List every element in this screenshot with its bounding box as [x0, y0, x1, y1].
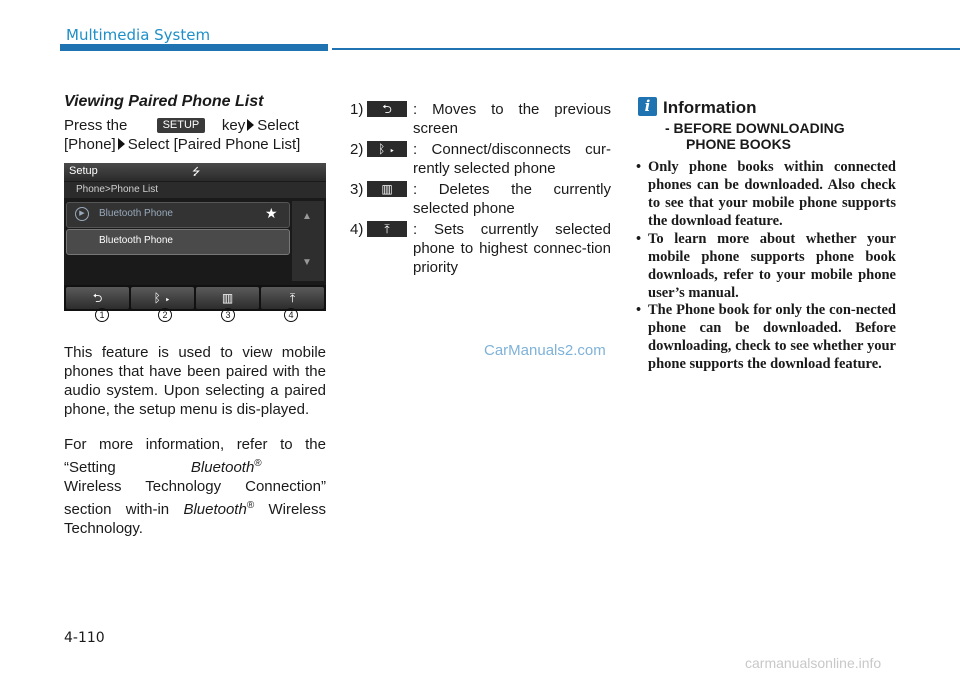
- delete-icon: ▥: [196, 287, 259, 309]
- more-info-text: For more information, refer to the “Setting Bluetooth® Wireless Technology Connection” section with-in Bluetooth® Wireless Technology.: [64, 436, 326, 537]
- paired-phone-row: ▶ Bluetooth Phone ★: [66, 202, 290, 228]
- list-item-number: 3): [350, 181, 364, 198]
- play-icon: ▶: [75, 207, 89, 221]
- header-title: Multimedia System: [66, 26, 211, 44]
- callout-1: 1: [95, 308, 109, 322]
- info-title: Information: [663, 98, 757, 117]
- back-icon: ⮌: [367, 101, 407, 117]
- info-bullet: • To learn more about whether your mobile phone supports phone book downloads, refer to your mobile phone user’s manual.: [636, 231, 896, 301]
- list-item-text: : Deletes the currently selected phone: [413, 181, 611, 217]
- bluetooth-connect-icon: ᛒ ▸: [131, 287, 194, 309]
- priority-icon: ⤒: [261, 287, 324, 309]
- paired-phone-row-selected: Bluetooth Phone: [66, 229, 290, 255]
- list-item-text: : Connect/disconnects cur-rently selected phone: [413, 141, 611, 177]
- arrow-right-icon: [247, 119, 254, 131]
- setup-key-badge: SETUP: [157, 118, 206, 133]
- list-item-text: : Sets currently selected phone to highest connec-tion priority: [413, 221, 611, 276]
- delete-icon: ▥: [367, 181, 407, 197]
- watermark: CarManuals2.com: [484, 342, 606, 359]
- screen-button-bar: [64, 285, 326, 311]
- priority-icon: ⤒: [367, 221, 407, 237]
- info-subtitle: - BEFORE DOWNLOADING PHONE BOOKS: [665, 120, 845, 152]
- info-bullet: • The Phone book for only the con-nected phone can be downloaded. Before downloading, check to see whether your phone supports the download feature.: [636, 302, 896, 372]
- info-icon: i: [638, 97, 657, 116]
- callout-2: 2: [158, 308, 172, 322]
- header-bar: [60, 44, 328, 51]
- callout-4: 4: [284, 308, 298, 322]
- phone-list-screen: [64, 163, 326, 311]
- usb-icon: ⭍: [192, 167, 201, 178]
- list-item-number: 1): [350, 101, 364, 118]
- page-number: 4-110: [64, 630, 105, 646]
- scroll-bar: [292, 201, 324, 281]
- list-item-text: : Moves to the previous screen: [413, 101, 611, 137]
- scroll-up-icon: ▲: [302, 211, 312, 222]
- feature-description: This feature is used to view mobile phones that have been paired with the audio system. Upon selecting a paired phone, the setup menu is dis-played.: [64, 344, 326, 418]
- instruction-text: Press the SETUP key Select [Phone] Select [Paired Phone List]: [64, 117, 301, 153]
- section-title: Viewing Paired Phone List: [64, 93, 264, 110]
- screen-breadcrumb: Phone>Phone List: [64, 182, 326, 198]
- screen-top-bar: [64, 163, 326, 181]
- star-icon: ★: [265, 205, 278, 221]
- header-rule: [332, 48, 960, 50]
- arrow-right-icon: [118, 138, 125, 150]
- bluetooth-connect-icon: ᛒ ▸: [367, 141, 407, 157]
- footer-watermark: carmanualsonline.info: [745, 655, 882, 671]
- list-item-number: 4): [350, 221, 364, 238]
- scroll-down-icon: ▼: [302, 257, 312, 268]
- screen-title: Setup: [69, 165, 98, 177]
- back-icon: ⮌: [66, 287, 129, 309]
- callout-3: 3: [221, 308, 235, 322]
- info-bullet: • Only phone books within connected phones can be downloaded. Also check to see that your mobile phone supports the download feature.: [636, 159, 896, 229]
- list-item-number: 2): [350, 141, 364, 158]
